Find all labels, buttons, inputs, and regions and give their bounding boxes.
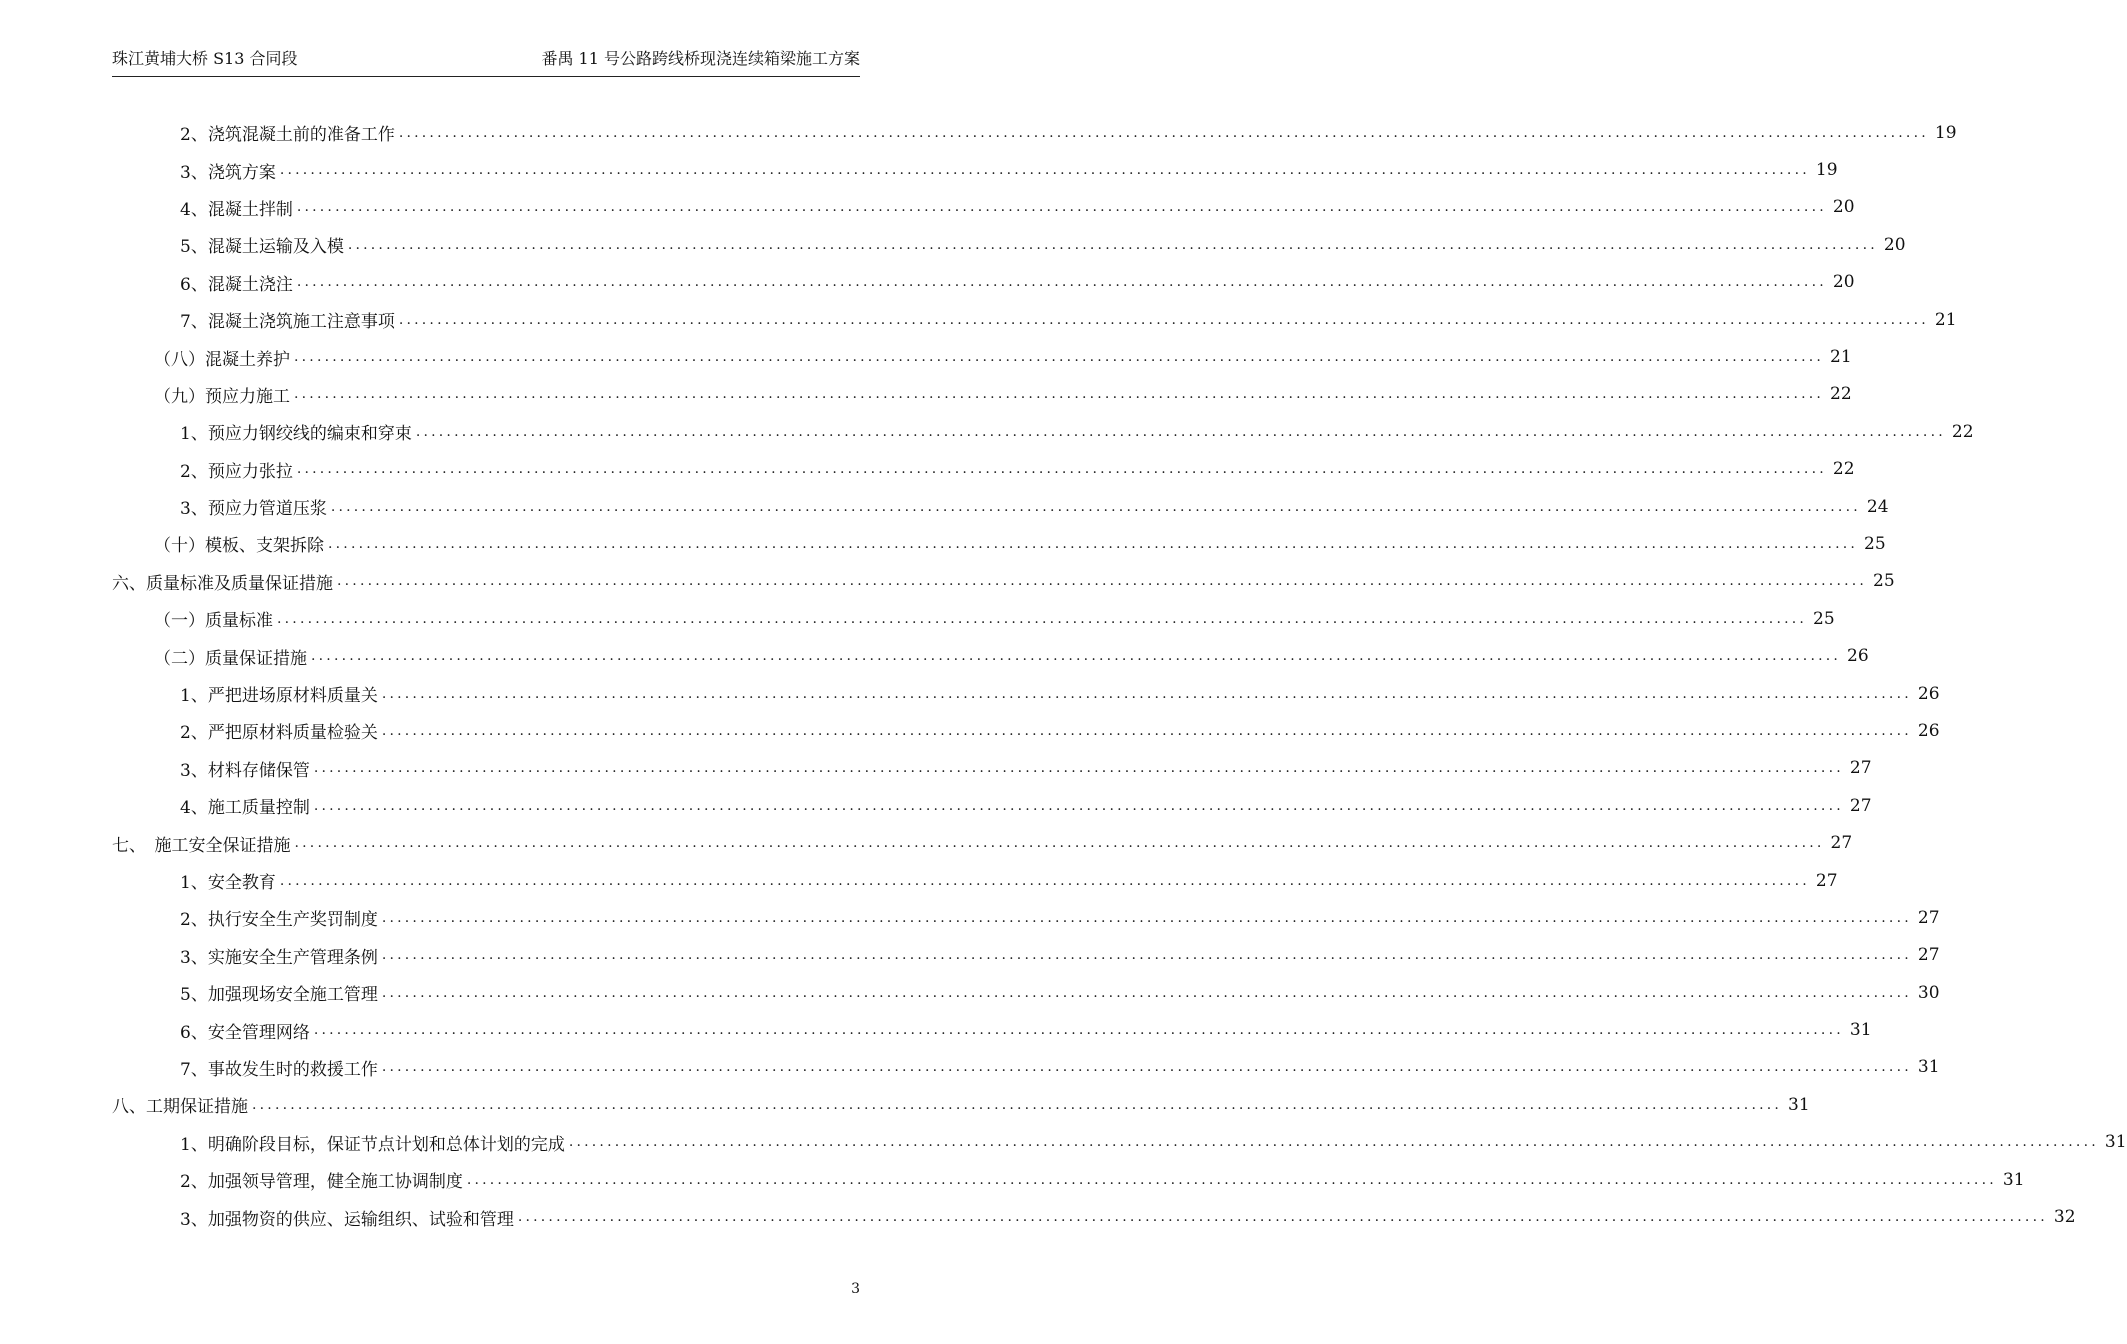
toc-entry-page: 27: [1830, 833, 1853, 854]
toc-entry-page: 19: [1815, 160, 1838, 181]
toc-entry-title: 7、事故发生时的救援工作: [180, 1059, 378, 1080]
toc-entry-page: 27: [1849, 795, 1872, 816]
toc-entry-title: 3、加强物资的供应、运输组织、试验和管理: [180, 1209, 514, 1230]
toc-entry-page: 30: [1917, 982, 1940, 1003]
toc-dot-leader: ........................................................................................................................................................................................................: [277, 610, 1808, 627]
toc-dot-leader: ........................................................................................................................................................................................................: [398, 311, 1929, 328]
toc-entry-title: 1、安全教育: [180, 873, 276, 893]
toc-dot-leader: ........................................................................................................................................................................................................: [296, 274, 1827, 291]
toc-dot-leader: ........................................................................................................................................................................................................: [294, 349, 1825, 366]
toc-entry-title: 2、浇筑混凝土前的准备工作: [180, 125, 395, 146]
toc-dot-leader: ........................................................................................................................................................................................................: [296, 199, 1827, 216]
toc-entry-title: （一）质量标准: [154, 611, 273, 632]
toc-entry-title: 6、混凝土浇注: [180, 274, 293, 295]
toc-entry[interactable]: [112, 1086, 1810, 1123]
toc-entry-page: 19: [1934, 122, 1957, 143]
toc-entry[interactable]: [112, 712, 1940, 749]
toc-dot-leader: ........................................................................................................................................................................................................: [294, 835, 1825, 852]
toc-entry[interactable]: [112, 899, 1940, 936]
toc-dot-leader: ........................................................................................................................................................................................................: [279, 162, 1810, 179]
toc-entry[interactable]: [112, 525, 1886, 562]
toc-entry-title: 八、工期保证措施: [112, 1097, 248, 1118]
toc-entry[interactable]: [112, 600, 1835, 637]
toc-entry[interactable]: [112, 563, 1895, 600]
toc-entry[interactable]: [112, 787, 1872, 824]
toc-entry[interactable]: [112, 151, 1838, 188]
toc-dot-leader: ........................................................................................................................................................................................................: [517, 1209, 2048, 1226]
toc-entry[interactable]: [112, 1198, 2076, 1235]
toc-entry-title: 3、实施安全生产管理条例: [180, 947, 378, 968]
toc-dot-leader: ........................................................................................................................................................................................................: [347, 236, 1878, 253]
toc-entry-title: 5、混凝土运输及入模: [180, 237, 344, 258]
toc-dot-leader: ........................................................................................................................................................................................................: [296, 461, 1827, 478]
toc-entry[interactable]: [112, 824, 1853, 861]
toc-entry-page: 31: [2002, 1169, 2025, 1190]
toc-entry[interactable]: [112, 1161, 2025, 1198]
toc-dot-leader: ........................................................................................................................................................................................................: [381, 685, 1912, 702]
toc-entry-title: 七、 施工安全保证措施: [112, 835, 291, 856]
toc-entry-title: 4、施工质量控制: [180, 798, 310, 819]
toc-entry-page: 25: [1813, 608, 1835, 629]
toc-dot-leader: ........................................................................................................................................................................................................: [381, 909, 1912, 926]
toc-entry-title: （十）模板、支架拆除: [154, 536, 324, 557]
toc-entry[interactable]: [112, 226, 1906, 263]
toc-entry-title: 3、预应力管道压浆: [180, 499, 327, 520]
toc-entry-page: 20: [1883, 234, 1906, 255]
toc-entry-page: 21: [1934, 309, 1957, 330]
toc-entry-page: 20: [1832, 272, 1855, 293]
toc-entry-title: （八）混凝土养护: [154, 349, 290, 370]
toc-entry[interactable]: [112, 338, 1852, 375]
toc-dot-leader: ........................................................................................................................................................................................................: [398, 124, 1929, 141]
toc-entry-page: 21: [1830, 347, 1852, 368]
toc-entry-page: 26: [1847, 646, 1869, 667]
toc-entry-page: 26: [1917, 720, 1940, 741]
toc-entry-title: （二）质量保证措施: [154, 648, 307, 669]
toc-entry[interactable]: [112, 488, 1889, 525]
table-of-contents: [112, 114, 2127, 1236]
toc-entry[interactable]: [112, 1049, 1940, 1086]
header-document-title: 番禺 11 号公路跨线桥现浇连续箱梁施工方案: [541, 49, 860, 68]
toc-entry-page: 32: [2053, 1207, 2076, 1228]
toc-entry-page: 31: [1849, 1020, 1872, 1041]
toc-entry-page: 25: [1864, 533, 1886, 554]
toc-dot-leader: ........................................................................................................................................................................................................: [328, 535, 1859, 552]
toc-dot-leader: ........................................................................................................................................................................................................: [311, 648, 1842, 665]
toc-entry-page: 31: [1917, 1057, 1940, 1078]
toc-entry-title: 5、加强现场安全施工管理: [180, 985, 378, 1006]
toc-entry-page: 26: [1917, 683, 1940, 704]
header-project-name: 珠江黄埔大桥 S13 合同段: [112, 49, 298, 68]
toc-entry-page: 31: [2104, 1132, 2127, 1153]
toc-entry-title: 4、混凝土拌制: [180, 199, 293, 220]
toc-entry-title: 1、明确阶段目标，保证节点计划和总体计划的完成: [180, 1134, 565, 1155]
toc-entry[interactable]: [112, 1124, 2127, 1161]
toc-entry[interactable]: [112, 974, 1940, 1011]
toc-dot-leader: ........................................................................................................................................................................................................: [313, 760, 1844, 777]
toc-entry[interactable]: [112, 376, 1852, 413]
toc-entry[interactable]: [112, 1011, 1872, 1048]
toc-entry[interactable]: [112, 413, 1974, 450]
toc-dot-leader: ........................................................................................................................................................................................................: [330, 498, 1861, 515]
toc-entry-title: （九）预应力施工: [154, 386, 290, 407]
toc-dot-leader: ........................................................................................................................................................................................................: [294, 386, 1825, 403]
toc-entry[interactable]: [112, 264, 1855, 301]
toc-entry-title: 2、执行安全生产奖罚制度: [180, 910, 378, 931]
toc-entry-page: 27: [1917, 945, 1940, 966]
toc-entry-title: 3、浇筑方案: [180, 162, 276, 183]
toc-entry[interactable]: [112, 451, 1855, 488]
toc-entry-page: 22: [1951, 421, 1974, 442]
toc-entry-page: 27: [1849, 758, 1872, 779]
toc-dot-leader: ........................................................................................................................................................................................................: [381, 984, 1912, 1001]
toc-entry-page: 24: [1866, 496, 1889, 517]
toc-entry-title: 1、严把进场原材料质量关: [180, 686, 378, 707]
toc-entry-title: 六、质量标准及质量保证措施: [112, 573, 333, 594]
toc-entry[interactable]: [112, 675, 1940, 712]
toc-dot-leader: ........................................................................................................................................................................................................: [381, 947, 1912, 964]
page-number: 3: [851, 1281, 860, 1297]
page-header: [112, 38, 860, 77]
toc-dot-leader: ........................................................................................................................................................................................................: [381, 722, 1912, 739]
toc-entry[interactable]: [112, 750, 1872, 787]
toc-dot-leader: ........................................................................................................................................................................................................: [313, 1022, 1844, 1039]
toc-dot-leader: ........................................................................................................................................................................................................: [466, 1171, 1997, 1188]
toc-dot-leader: ........................................................................................................................................................................................................: [313, 797, 1844, 814]
toc-entry[interactable]: [112, 637, 1869, 674]
toc-entry[interactable]: [112, 301, 1957, 338]
toc-entry-page: 31: [1788, 1094, 1810, 1115]
toc-dot-leader: ........................................................................................................................................................................................................: [568, 1134, 2099, 1151]
toc-dot-leader: ........................................................................................................................................................................................................: [252, 1096, 1783, 1113]
toc-entry-title: 2、严把原材料质量检验关: [180, 723, 378, 744]
toc-entry-title: 7、混凝土浇筑施工注意事项: [180, 312, 395, 333]
toc-entry-page: 27: [1917, 907, 1940, 928]
toc-entry-title: 2、加强领导管理，健全施工协调制度: [180, 1172, 463, 1193]
toc-entry-page: 20: [1832, 197, 1855, 218]
toc-dot-leader: ........................................................................................................................................................................................................: [337, 573, 1868, 590]
toc-dot-leader: ........................................................................................................................................................................................................: [279, 872, 1810, 889]
toc-entry-title: 1、预应力钢绞线的编束和穿束: [180, 424, 412, 445]
toc-entry-title: 2、预应力张拉: [180, 461, 293, 482]
toc-entry-page: 22: [1830, 384, 1852, 405]
toc-entry-page: 22: [1832, 459, 1855, 480]
toc-entry-title: 3、材料存储保管: [180, 760, 310, 781]
toc-entry[interactable]: [112, 114, 1957, 151]
toc-entry-page: 27: [1815, 870, 1838, 891]
toc-entry-title: 6、安全管理网络: [180, 1022, 310, 1043]
toc-dot-leader: ........................................................................................................................................................................................................: [415, 423, 1946, 440]
toc-entry[interactable]: [112, 862, 1838, 899]
toc-entry-page: 25: [1873, 571, 1895, 592]
toc-dot-leader: ........................................................................................................................................................................................................: [381, 1059, 1912, 1076]
toc-entry[interactable]: [112, 189, 1855, 226]
toc-entry[interactable]: [112, 937, 1940, 974]
